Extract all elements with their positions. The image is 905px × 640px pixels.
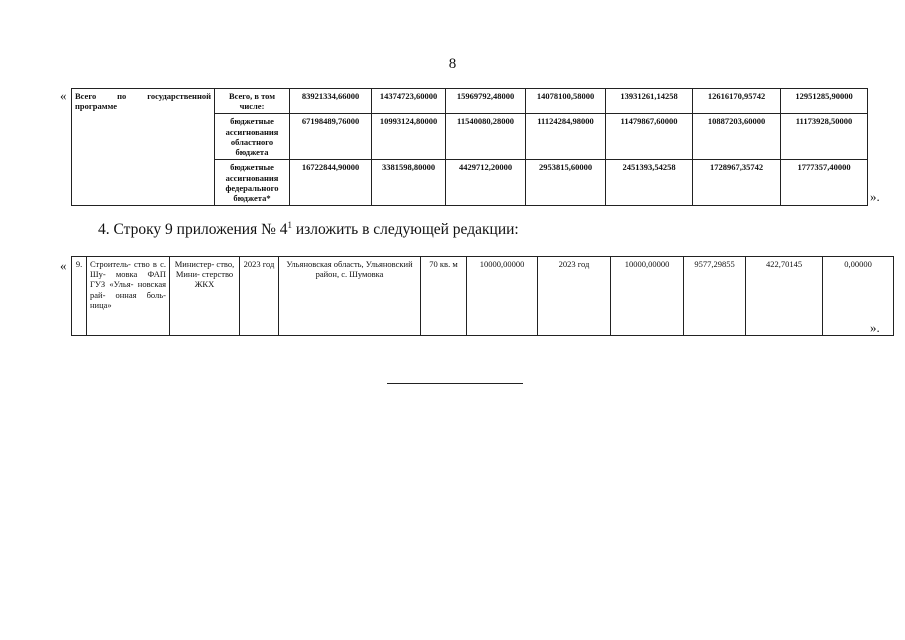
program-total-label: Всего по государственной программе [72, 89, 215, 206]
federal-amount: 422,70145 [746, 257, 823, 336]
value-cell: 10993124,80000 [372, 114, 446, 160]
value-cell: 83921334,66000 [290, 89, 372, 114]
row-subtitle: Всего, в том числе: [215, 89, 290, 114]
page-number: 8 [448, 56, 457, 72]
responsible-ministry: Министер- ство, Мини- стерство ЖКХ [170, 257, 240, 336]
value-cell: 14374723,60000 [372, 89, 446, 114]
closing-quote-2: ». [870, 320, 880, 335]
total-amount: 10000,00000 [611, 257, 684, 336]
table-row [72, 89, 868, 114]
row-subtitle: бюджетные ассигнования областного бюджета [215, 114, 290, 160]
value-cell: 14078100,58000 [526, 89, 606, 114]
opening-quote-2: « [60, 258, 67, 273]
start-year: 2023 год [240, 257, 279, 336]
value-cell: 1728967,35742 [693, 160, 781, 206]
program-total-table [71, 88, 868, 206]
value-cell: 11173928,50000 [781, 114, 868, 160]
value-cell: 12616170,95742 [693, 89, 781, 114]
opening-quote-1: « [60, 88, 67, 103]
value-cell: 15969792,48000 [446, 89, 526, 114]
value-cell: 16722844,90000 [290, 160, 372, 206]
row-number: 9. [72, 257, 87, 336]
object-name: Строитель- ство в с. Шу- мовка ФАП ГУЗ «Улья- новская рай- онная боль- ница» [87, 257, 170, 336]
regional-amount: 9577,29855 [684, 257, 746, 336]
value-cell: 11479867,60000 [606, 114, 693, 160]
value-cell: 3381598,80000 [372, 160, 446, 206]
other-amount: 0,00000 [823, 257, 894, 336]
value-cell: 67198489,76000 [290, 114, 372, 160]
value-cell: 2953815,60000 [526, 160, 606, 206]
capacity: 70 кв. м [421, 257, 467, 336]
value-cell: 4429712,20000 [446, 160, 526, 206]
row-9-table [71, 256, 894, 336]
row-subtitle: бюджетные ассигнования федерального бюджета* [215, 160, 290, 206]
completion-year: 2023 год [538, 257, 611, 336]
value-cell: 1777357,40000 [781, 160, 868, 206]
value-cell: 10887203,60000 [693, 114, 781, 160]
value-cell: 11124284,98000 [526, 114, 606, 160]
table-row [72, 257, 894, 336]
estimated-cost: 10000,00000 [467, 257, 538, 336]
separator-line [387, 383, 523, 384]
value-cell: 12951285,90000 [781, 89, 868, 114]
closing-quote-1: ». [870, 189, 880, 204]
value-cell: 13931261,14258 [606, 89, 693, 114]
section-heading: 4. Строку 9 приложения № $4^1$ изложить в следующей редакции: [98, 220, 519, 239]
value-cell: 11540080,28000 [446, 114, 526, 160]
superscript: 1 [287, 220, 292, 230]
value-cell: 2451393,54258 [606, 160, 693, 206]
location: Ульяновская область, Ульяновский район, с. Шумовка [279, 257, 421, 336]
